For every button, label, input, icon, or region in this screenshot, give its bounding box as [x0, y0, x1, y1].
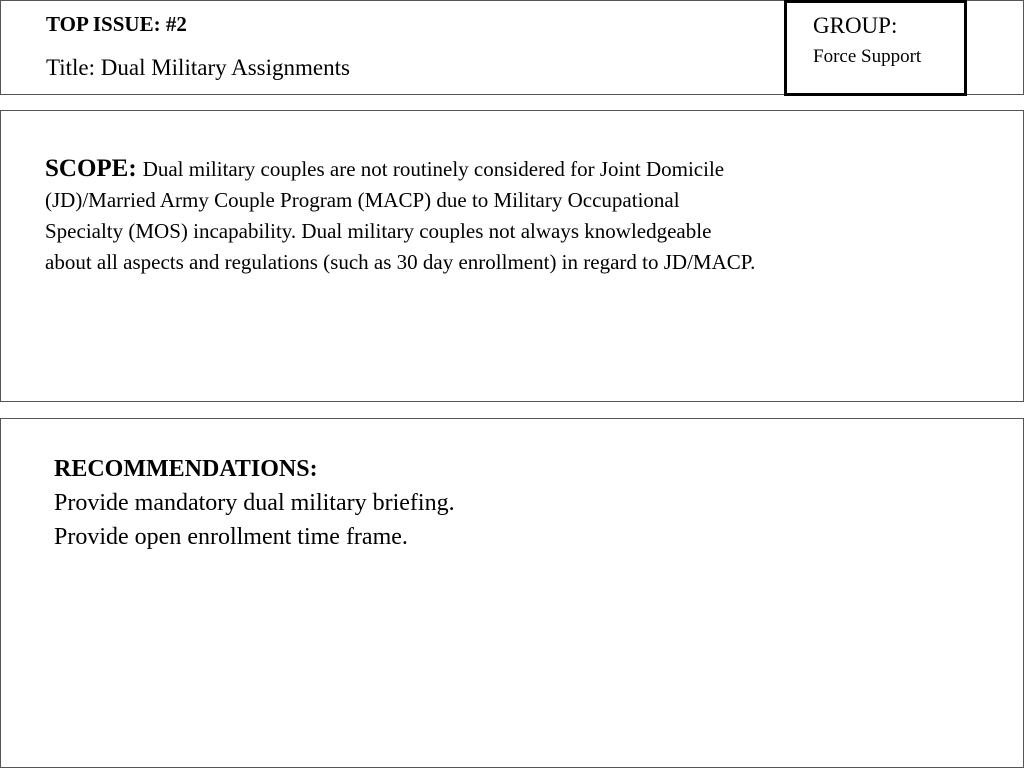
group-box	[784, 0, 967, 96]
scope-line	[45, 153, 945, 185]
issue-number: TOP ISSUE: #2	[46, 12, 187, 36]
scope-label: SCOPE:	[45, 155, 137, 182]
group-value: Force Support	[813, 46, 922, 67]
recommendations-panel	[0, 418, 1024, 768]
scope-line-text: Dual military couples are not routinely considered for Joint Domicile	[142, 157, 725, 181]
scope-paragraph	[45, 153, 945, 278]
scope-line: (JD)/Married Army Couple Program (MACP) due to Military Occupational	[45, 188, 680, 212]
scope-line: about all aspects and regulations (such as 30 day enrollment) in regard to JD/MACP.	[45, 250, 756, 274]
scope-line: Specialty (MOS) incapability. Dual military couples not always knowledgeable	[45, 219, 712, 243]
scope-panel	[0, 110, 1024, 402]
group-label: GROUP:	[813, 13, 898, 38]
recommendation-item: Provide mandatory dual military briefing.	[54, 490, 455, 516]
recommendation-item: Provide open enrollment time frame.	[54, 524, 408, 550]
recommendations-heading: RECOMMENDATIONS:	[54, 456, 318, 482]
issue-title: Title: Dual Military Assignments	[46, 55, 350, 80]
